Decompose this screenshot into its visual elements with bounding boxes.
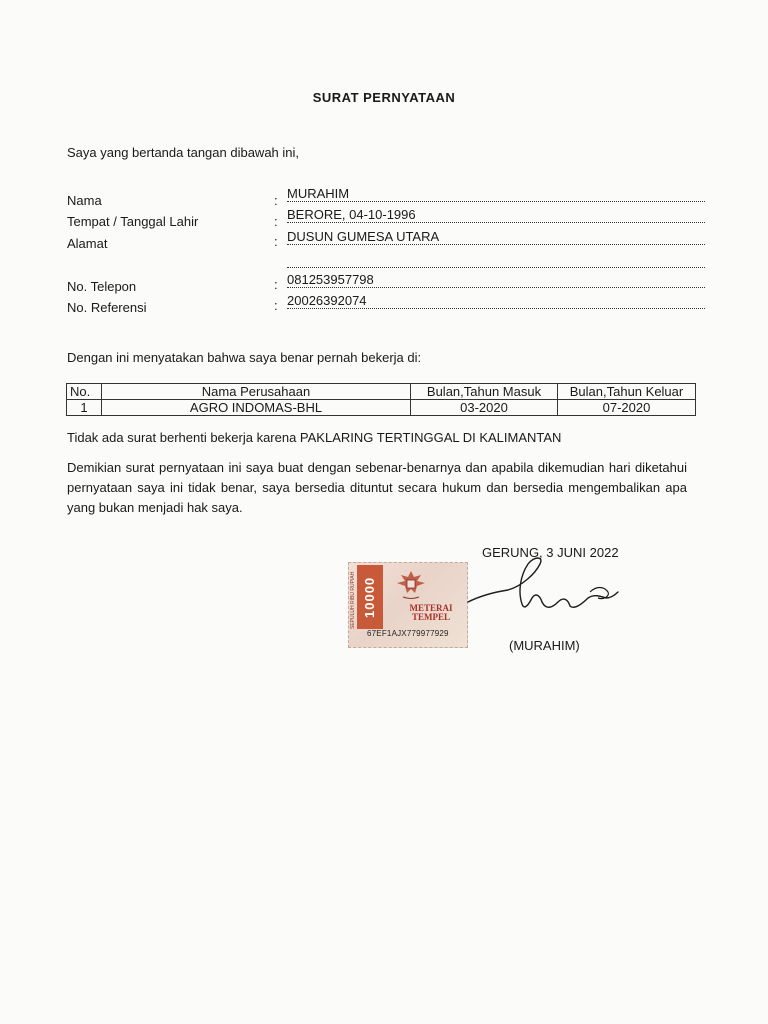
column-header-company: Nama Perusahaan [102, 384, 411, 400]
field-colon: : [274, 298, 278, 313]
revenue-stamp [348, 562, 468, 648]
cell-company: AGRO INDOMAS-BHL [102, 400, 411, 416]
place-date: GERUNG, 3 JUNI 2022 [482, 545, 619, 560]
note-text: Tidak ada surat berhenti bekerja karena PAKLARING TERTINGGAL DI KALIMANTAN [67, 430, 562, 445]
column-header-no: No. [67, 384, 102, 400]
field-colon: : [274, 234, 278, 249]
signer-name: (MURAHIM) [509, 638, 580, 653]
declaration-text: Dengan ini menyatakan bahwa saya benar pernah bekerja di: [67, 350, 422, 365]
field-label-tempat-tanggal-lahir: Tempat / Tanggal Lahir [67, 214, 199, 229]
field-value-nama: MURAHIM [287, 186, 705, 202]
handwritten-signature [460, 552, 630, 632]
cell-start: 03-2020 [411, 400, 558, 416]
field-label-telepon: No. Telepon [67, 279, 137, 294]
stamp-serial: 67EF1AJX779977929 [367, 629, 449, 638]
stamp-label [399, 604, 463, 622]
stamp-value: 10000 [357, 565, 383, 629]
table-header-row [67, 384, 696, 400]
cell-no: 1 [67, 400, 102, 416]
intro-text: Saya yang bertanda tangan dibawah ini, [67, 145, 300, 160]
field-label-alamat: Alamat [67, 236, 108, 251]
table-row [67, 400, 696, 416]
stamp-label-line1: METERAI [409, 603, 453, 613]
field-value-referensi: 20026392074 [287, 293, 705, 309]
field-value-telepon: 081253957798 [287, 272, 705, 288]
field-label-referensi: No. Referensi [67, 300, 147, 315]
field-colon: : [274, 193, 278, 208]
field-colon: : [274, 214, 278, 229]
stamp-side-text: SEPULUH RIBU RUPIAH [350, 571, 356, 629]
field-value-alamat-continued [287, 252, 705, 268]
field-value-tempat-tanggal-lahir: BERORE, 04-10-1996 [287, 207, 705, 223]
column-header-end: Bulan,Tahun Keluar [558, 384, 696, 400]
stamp-label-line2: TEMPEL [411, 612, 450, 622]
column-header-start: Bulan,Tahun Masuk [411, 384, 558, 400]
garuda-emblem-icon [393, 567, 429, 603]
field-value-alamat: DUSUN GUMESA UTARA [287, 229, 705, 245]
closing-paragraph: Demikian surat pernyataan ini saya buat dengan sebenar-benarnya dan apabila dikemudian hari diketahui pernyataan saya ini tidak benar, saya bersedia dituntut secara hukum dan bersedia mengembalikan apa yang bukan menjadi hak saya. [67, 460, 687, 515]
employment-table [66, 383, 696, 416]
field-label-nama: Nama [67, 193, 102, 208]
cell-end: 07-2020 [558, 400, 696, 416]
document-title: SURAT PERNYATAAN [312, 90, 456, 105]
field-colon: : [274, 277, 278, 292]
